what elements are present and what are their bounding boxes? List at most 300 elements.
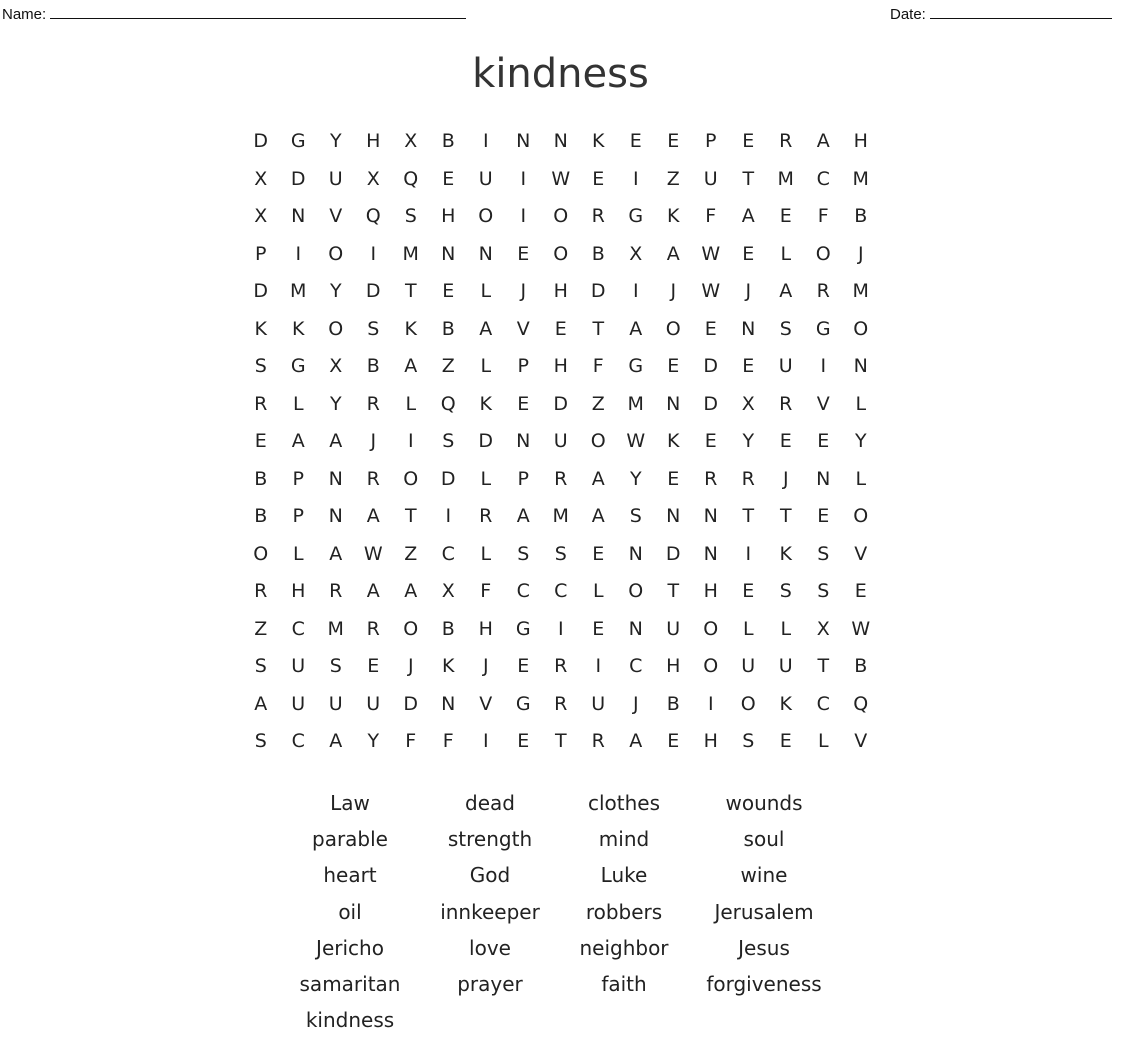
grid-letter[interactable]: L bbox=[780, 242, 792, 265]
grid-letter[interactable]: I bbox=[482, 730, 489, 752]
grid-letter[interactable]: L bbox=[592, 580, 604, 602]
grid-letter[interactable]: N bbox=[291, 205, 306, 227]
grid-letter[interactable]: S bbox=[254, 655, 267, 677]
grid-letter[interactable]: Z bbox=[591, 392, 605, 415]
grid-letter[interactable]: M bbox=[290, 280, 307, 302]
grid-row bbox=[242, 498, 880, 536]
grid-letter[interactable]: O bbox=[328, 242, 344, 265]
grid-letter[interactable]: O bbox=[815, 242, 831, 265]
grid-letter[interactable]: X bbox=[741, 392, 755, 415]
grid-letter[interactable]: O bbox=[853, 505, 869, 527]
grid-letter[interactable]: E bbox=[517, 655, 530, 677]
grid-letter[interactable]: U bbox=[553, 430, 568, 452]
grid-letter[interactable]: X bbox=[404, 130, 418, 152]
grid-letter[interactable]: T bbox=[554, 730, 567, 752]
grid-letter[interactable]: M bbox=[852, 280, 869, 302]
grid-letter[interactable]: C bbox=[554, 580, 568, 602]
grid-letter[interactable]: B bbox=[441, 617, 455, 640]
grid-letter[interactable]: A bbox=[329, 430, 343, 452]
date-field[interactable] bbox=[890, 3, 1112, 23]
grid-letter[interactable]: I bbox=[520, 205, 527, 227]
grid-letter[interactable]: L bbox=[292, 392, 304, 415]
grid-letter[interactable]: E bbox=[817, 430, 830, 452]
grid-letter[interactable]: A bbox=[591, 505, 605, 527]
grid-letter[interactable]: L bbox=[405, 392, 417, 415]
grid-letter[interactable]: L bbox=[817, 730, 829, 752]
grid-letter[interactable]: T bbox=[742, 505, 755, 527]
grid-letter[interactable]: H bbox=[703, 730, 718, 752]
grid-letter[interactable]: Q bbox=[403, 167, 419, 190]
grid-letter[interactable]: W bbox=[701, 242, 721, 265]
grid-letter[interactable]: I bbox=[745, 542, 752, 565]
grid-letter[interactable]: E bbox=[667, 730, 680, 752]
grid-letter[interactable]: C bbox=[516, 580, 530, 602]
grid-letter[interactable]: N bbox=[628, 542, 643, 565]
grid-letter[interactable]: U bbox=[778, 355, 793, 377]
name-field[interactable] bbox=[2, 3, 466, 23]
grid-letter[interactable]: R bbox=[741, 467, 755, 490]
grid-letter[interactable]: C bbox=[291, 617, 305, 640]
grid-letter[interactable]: P bbox=[517, 355, 529, 377]
grid-letter[interactable]: M bbox=[627, 392, 644, 415]
grid-letter[interactable]: H bbox=[703, 580, 718, 602]
grid-letter[interactable]: G bbox=[515, 692, 531, 715]
grid-letter[interactable]: U bbox=[328, 692, 343, 715]
grid-letter[interactable]: N bbox=[628, 617, 643, 640]
grid-letter[interactable]: L bbox=[855, 392, 867, 415]
grid-letter[interactable]: O bbox=[553, 242, 569, 265]
grid-letter[interactable]: L bbox=[480, 467, 492, 490]
grid-letter[interactable]: A bbox=[404, 355, 418, 377]
grid-letter[interactable]: O bbox=[590, 430, 606, 452]
grid-letter[interactable]: B bbox=[854, 655, 868, 677]
grid-letter[interactable]: G bbox=[628, 205, 644, 227]
grid-letter[interactable]: E bbox=[854, 580, 867, 602]
grid-letter[interactable]: F bbox=[817, 205, 829, 227]
grid-letter[interactable]: G bbox=[290, 130, 306, 152]
grid-letter[interactable]: J bbox=[632, 692, 639, 715]
grid-letter[interactable]: S bbox=[779, 580, 792, 602]
grid-letter[interactable]: O bbox=[328, 317, 344, 340]
grid-letter[interactable]: D bbox=[478, 430, 494, 452]
grid-letter[interactable]: D bbox=[665, 542, 681, 565]
grid-letter[interactable]: S bbox=[817, 542, 830, 565]
grid-letter[interactable]: M bbox=[852, 167, 869, 190]
grid-letter[interactable]: T bbox=[404, 505, 417, 527]
grid-letter[interactable]: Q bbox=[853, 692, 869, 715]
grid-letter[interactable]: E bbox=[779, 205, 792, 227]
grid-letter[interactable]: M bbox=[777, 167, 794, 190]
grid-letter[interactable]: P bbox=[292, 505, 304, 527]
grid-letter[interactable]: K bbox=[667, 205, 680, 227]
grid-letter[interactable]: J bbox=[482, 655, 489, 677]
grid-letter[interactable]: A bbox=[366, 505, 380, 527]
name-blank-line[interactable] bbox=[50, 3, 466, 19]
grid-letter[interactable]: L bbox=[292, 542, 304, 565]
grid-letter[interactable]: S bbox=[554, 542, 567, 565]
grid-letter[interactable]: Y bbox=[742, 430, 755, 452]
grid-letter[interactable]: I bbox=[820, 355, 827, 377]
grid-letter[interactable]: K bbox=[779, 692, 792, 715]
grid-letter[interactable]: E bbox=[517, 730, 530, 752]
grid-letter[interactable]: S bbox=[367, 317, 380, 340]
grid-letter[interactable]: H bbox=[441, 205, 456, 227]
grid-letter[interactable]: R bbox=[366, 392, 380, 415]
grid-letter[interactable]: K bbox=[779, 542, 792, 565]
grid-letter[interactable]: E bbox=[517, 392, 530, 415]
grid-letter[interactable]: D bbox=[440, 467, 456, 490]
grid-letter[interactable]: P bbox=[705, 130, 717, 152]
grid-letter[interactable]: B bbox=[254, 505, 268, 527]
grid-letter[interactable]: Q bbox=[440, 392, 456, 415]
grid-letter[interactable]: A bbox=[741, 205, 755, 227]
grid-letter[interactable]: U bbox=[291, 655, 306, 677]
grid-letter[interactable]: S bbox=[442, 430, 455, 452]
grid-letter[interactable]: G bbox=[515, 617, 531, 640]
grid-letter[interactable]: K bbox=[442, 655, 455, 677]
grid-letter[interactable]: S bbox=[629, 505, 642, 527]
grid-row bbox=[242, 536, 880, 574]
grid-letter[interactable]: R bbox=[366, 617, 380, 640]
grid-letter[interactable]: M bbox=[552, 505, 569, 527]
grid-letter[interactable]: H bbox=[478, 617, 493, 640]
grid-letter[interactable]: D bbox=[290, 167, 306, 190]
grid-letter[interactable]: F bbox=[405, 730, 417, 752]
grid-letter[interactable]: N bbox=[516, 430, 531, 452]
grid-letter[interactable]: W bbox=[701, 280, 721, 302]
grid-letter[interactable]: P bbox=[292, 467, 304, 490]
grid-letter[interactable]: O bbox=[628, 580, 644, 602]
grid-letter[interactable]: O bbox=[740, 692, 756, 715]
grid-letter[interactable]: J bbox=[520, 280, 527, 302]
grid-letter[interactable]: J bbox=[407, 655, 414, 677]
grid-letter[interactable]: E bbox=[667, 355, 680, 377]
grid-letter[interactable]: D bbox=[590, 280, 606, 302]
grid-letter[interactable]: E bbox=[254, 430, 267, 452]
grid-letter[interactable]: T bbox=[404, 280, 417, 302]
grid-letter[interactable]: A bbox=[591, 467, 605, 490]
grid-letter[interactable]: L bbox=[480, 280, 492, 302]
grid-letter[interactable]: R bbox=[554, 467, 568, 490]
grid-letter[interactable]: Z bbox=[254, 617, 268, 640]
grid-letter[interactable]: R bbox=[779, 392, 793, 415]
grid-letter[interactable]: I bbox=[445, 505, 452, 527]
grid-letter[interactable]: O bbox=[478, 205, 494, 227]
grid-letter[interactable]: R bbox=[591, 730, 605, 752]
grid-letter[interactable]: N bbox=[703, 542, 718, 565]
grid-letter[interactable]: E bbox=[554, 317, 567, 340]
grid-letter[interactable]: B bbox=[854, 205, 868, 227]
grid-letter[interactable]: O bbox=[665, 317, 681, 340]
grid-letter[interactable]: H bbox=[853, 130, 868, 152]
grid-letter[interactable]: P bbox=[517, 467, 529, 490]
grid-letter[interactable]: Q bbox=[365, 205, 381, 227]
grid-letter[interactable]: Z bbox=[666, 167, 680, 190]
grid-letter[interactable]: L bbox=[480, 542, 492, 565]
grid-letter[interactable]: N bbox=[741, 317, 756, 340]
grid-letter[interactable]: A bbox=[666, 242, 680, 265]
grid-letter[interactable]: A bbox=[479, 317, 493, 340]
grid-letter[interactable]: R bbox=[554, 655, 568, 677]
grid-letter[interactable]: N bbox=[553, 130, 568, 152]
grid-letter[interactable]: E bbox=[742, 130, 755, 152]
grid-letter[interactable]: B bbox=[441, 130, 455, 152]
grid-letter[interactable]: E bbox=[517, 242, 530, 265]
grid-letter[interactable]: I bbox=[520, 167, 527, 190]
grid-letter[interactable]: U bbox=[778, 655, 793, 677]
grid-letter[interactable]: V bbox=[854, 542, 868, 565]
grid-letter[interactable]: V bbox=[479, 692, 493, 715]
grid-letter[interactable]: E bbox=[592, 617, 605, 640]
grid-letter[interactable]: S bbox=[254, 730, 267, 752]
grid-letter[interactable]: F bbox=[442, 730, 454, 752]
grid-letter[interactable]: R bbox=[779, 130, 793, 152]
grid-letter[interactable]: L bbox=[780, 617, 792, 640]
grid-letter[interactable]: E bbox=[742, 580, 755, 602]
grid-letter[interactable]: Z bbox=[441, 355, 455, 377]
grid-letter[interactable]: N bbox=[328, 467, 343, 490]
grid-letter[interactable]: E bbox=[667, 467, 680, 490]
grid-letter[interactable]: E bbox=[592, 167, 605, 190]
grid-letter[interactable]: I bbox=[370, 242, 377, 265]
grid-letter[interactable]: R bbox=[254, 580, 268, 602]
grid-letter[interactable]: N bbox=[441, 692, 456, 715]
grid-letter[interactable]: B bbox=[366, 355, 380, 377]
grid-letter[interactable]: O bbox=[253, 542, 269, 565]
grid-letter[interactable]: U bbox=[591, 692, 606, 715]
grid-letter[interactable]: I bbox=[595, 655, 602, 677]
grid-letter[interactable]: D bbox=[365, 280, 381, 302]
grid-letter[interactable]: J bbox=[745, 280, 752, 302]
grid-letter[interactable]: E bbox=[742, 355, 755, 377]
grid-letter[interactable]: O bbox=[703, 655, 719, 677]
grid-letter[interactable]: S bbox=[404, 205, 417, 227]
grid-letter[interactable]: O bbox=[403, 617, 419, 640]
grid-letter[interactable]: R bbox=[554, 692, 568, 715]
grid-letter[interactable]: L bbox=[742, 617, 754, 640]
grid-letter[interactable]: N bbox=[441, 242, 456, 265]
grid-letter[interactable]: U bbox=[291, 692, 306, 715]
grid-letter[interactable]: D bbox=[253, 130, 269, 152]
grid-letter[interactable]: D bbox=[703, 355, 719, 377]
grid-letter[interactable]: E bbox=[629, 130, 642, 152]
grid-letter[interactable]: B bbox=[666, 692, 680, 715]
grid-letter[interactable]: O bbox=[403, 467, 419, 490]
grid-letter[interactable]: J bbox=[670, 280, 677, 302]
grid-letter[interactable]: F bbox=[592, 355, 604, 377]
grid-letter[interactable]: E bbox=[704, 430, 717, 452]
grid-letter[interactable]: Y bbox=[329, 392, 342, 415]
grid-letter[interactable]: C bbox=[291, 730, 305, 752]
grid-letter[interactable]: C bbox=[816, 167, 830, 190]
grid-letter[interactable]: A bbox=[629, 317, 643, 340]
grid-letter[interactable]: O bbox=[853, 317, 869, 340]
grid-letter[interactable]: W bbox=[851, 617, 871, 640]
grid-letter[interactable]: E bbox=[667, 130, 680, 152]
grid-letter[interactable]: Z bbox=[404, 542, 418, 565]
grid-letter[interactable]: N bbox=[328, 505, 343, 527]
grid-letter[interactable]: R bbox=[329, 580, 343, 602]
grid-letter[interactable]: X bbox=[629, 242, 643, 265]
grid-letter[interactable]: C bbox=[816, 692, 830, 715]
word-bank-item: Law bbox=[330, 791, 370, 815]
grid-letter[interactable]: U bbox=[366, 692, 381, 715]
grid-letter[interactable]: N bbox=[816, 467, 831, 490]
word-bank-item: Jerusalem bbox=[714, 899, 814, 924]
grid-letter[interactable]: F bbox=[480, 580, 492, 602]
grid-letter[interactable]: M bbox=[402, 242, 419, 265]
grid-letter[interactable]: T bbox=[779, 505, 792, 527]
grid-letter[interactable]: G bbox=[628, 355, 644, 377]
grid-letter[interactable]: X bbox=[366, 167, 380, 190]
grid-letter[interactable]: X bbox=[441, 580, 455, 602]
grid-letter[interactable]: D bbox=[553, 392, 569, 415]
grid-letter[interactable]: R bbox=[704, 467, 718, 490]
grid-letter[interactable]: D bbox=[703, 392, 719, 415]
grid-letter[interactable]: E bbox=[817, 505, 830, 527]
grid-letter[interactable]: C bbox=[441, 542, 455, 565]
grid-letter[interactable]: A bbox=[366, 580, 380, 602]
grid-letter[interactable]: R bbox=[479, 505, 493, 527]
grid-letter[interactable]: T bbox=[817, 655, 830, 677]
grid-letter[interactable]: O bbox=[703, 617, 719, 640]
grid-letter[interactable]: A bbox=[329, 730, 343, 752]
grid-letter[interactable]: G bbox=[290, 355, 306, 377]
grid-letter[interactable]: L bbox=[480, 355, 492, 377]
grid-letter[interactable]: K bbox=[254, 317, 267, 340]
grid-letter[interactable]: V bbox=[516, 317, 530, 340]
grid-letter[interactable]: X bbox=[816, 617, 830, 640]
grid-letter[interactable]: Y bbox=[367, 730, 380, 752]
grid-letter[interactable]: E bbox=[704, 317, 717, 340]
grid-letter[interactable]: B bbox=[591, 242, 605, 265]
grid-letter[interactable]: N bbox=[853, 355, 868, 377]
grid-letter[interactable]: W bbox=[363, 542, 383, 565]
grid-letter[interactable]: N bbox=[516, 130, 531, 152]
grid-letter[interactable]: A bbox=[404, 580, 418, 602]
grid-letter[interactable]: S bbox=[779, 317, 792, 340]
grid-letter[interactable]: J bbox=[782, 467, 789, 490]
grid-letter[interactable]: K bbox=[667, 430, 680, 452]
grid-letter[interactable]: S bbox=[817, 580, 830, 602]
grid-letter[interactable]: H bbox=[666, 655, 681, 677]
grid-letter[interactable]: H bbox=[553, 280, 568, 302]
grid-letter[interactable]: E bbox=[442, 280, 455, 302]
grid-letter[interactable]: E bbox=[442, 167, 455, 190]
grid-letter[interactable]: S bbox=[517, 542, 530, 565]
grid-letter[interactable]: A bbox=[816, 130, 830, 152]
grid-letter[interactable]: R bbox=[591, 205, 605, 227]
grid-letter[interactable]: E bbox=[592, 542, 605, 565]
grid-letter[interactable]: X bbox=[329, 355, 343, 377]
grid-letter[interactable]: U bbox=[741, 655, 756, 677]
grid-letter[interactable]: K bbox=[292, 317, 305, 340]
grid-letter[interactable]: Y bbox=[329, 280, 342, 302]
grid-letter[interactable]: K bbox=[479, 392, 492, 415]
grid-letter[interactable]: D bbox=[403, 692, 419, 715]
grid-letter[interactable]: W bbox=[626, 430, 646, 452]
grid-letter[interactable]: X bbox=[254, 167, 268, 190]
date-blank-line[interactable] bbox=[930, 3, 1112, 19]
grid-letter[interactable]: E bbox=[742, 242, 755, 265]
grid-letter[interactable]: C bbox=[629, 655, 643, 677]
grid-letter[interactable]: A bbox=[629, 730, 643, 752]
grid-letter[interactable]: N bbox=[666, 392, 681, 415]
grid-letter[interactable]: S bbox=[254, 355, 267, 377]
grid-letter[interactable]: I bbox=[295, 242, 302, 265]
grid-letter[interactable]: A bbox=[254, 692, 268, 715]
grid-letter[interactable]: I bbox=[632, 167, 639, 190]
word-bank-item: Luke bbox=[600, 863, 648, 888]
grid-letter[interactable]: A bbox=[516, 505, 530, 527]
grid-letter[interactable]: Y bbox=[854, 430, 867, 452]
grid-letter[interactable]: U bbox=[666, 617, 681, 640]
grid-letter[interactable]: U bbox=[478, 167, 493, 190]
grid-letter[interactable]: I bbox=[482, 130, 489, 152]
grid-letter[interactable]: R bbox=[816, 280, 830, 302]
grid-letter[interactable]: I bbox=[557, 617, 564, 640]
grid-letter[interactable]: H bbox=[291, 580, 306, 602]
grid-letter[interactable]: E bbox=[779, 730, 792, 752]
grid-letter[interactable]: U bbox=[328, 167, 343, 190]
grid-letter[interactable]: T bbox=[742, 167, 755, 190]
grid-letter[interactable]: N bbox=[478, 242, 493, 265]
grid-letter[interactable]: U bbox=[703, 167, 718, 190]
grid-letter[interactable]: I bbox=[632, 280, 639, 302]
grid-letter[interactable]: G bbox=[815, 317, 831, 340]
grid-letter[interactable]: K bbox=[592, 130, 605, 152]
grid-letter[interactable]: R bbox=[254, 392, 268, 415]
grid-letter[interactable]: A bbox=[291, 430, 305, 452]
grid-letter[interactable]: A bbox=[329, 542, 343, 565]
grid-letter[interactable]: I bbox=[407, 430, 414, 452]
grid-letter[interactable]: E bbox=[367, 655, 380, 677]
grid-letter[interactable]: X bbox=[254, 205, 268, 227]
grid-letter[interactable]: T bbox=[667, 580, 680, 602]
grid-letter[interactable]: M bbox=[327, 617, 344, 640]
grid-letter[interactable]: S bbox=[329, 655, 342, 677]
grid-letter[interactable]: K bbox=[404, 317, 417, 340]
grid-letter[interactable]: S bbox=[742, 730, 755, 752]
grid-letter[interactable]: L bbox=[855, 467, 867, 490]
grid-letter[interactable]: W bbox=[551, 167, 571, 190]
grid-letter[interactable]: Y bbox=[329, 130, 342, 152]
grid-letter[interactable]: O bbox=[553, 205, 569, 227]
grid-letter[interactable]: E bbox=[779, 430, 792, 452]
grid-letter[interactable]: J bbox=[857, 242, 864, 265]
grid-letter[interactable]: R bbox=[366, 467, 380, 490]
grid-letter[interactable]: V bbox=[816, 392, 830, 415]
grid-letter[interactable]: B bbox=[254, 467, 268, 490]
grid-letter[interactable]: P bbox=[255, 242, 267, 265]
grid-letter[interactable]: A bbox=[779, 280, 793, 302]
grid-letter[interactable]: D bbox=[253, 280, 269, 302]
grid-letter[interactable]: T bbox=[592, 317, 605, 340]
grid-letter[interactable]: I bbox=[707, 692, 714, 715]
word-bank-item: God bbox=[469, 863, 511, 888]
grid-letter[interactable]: Y bbox=[629, 467, 642, 490]
grid-letter[interactable]: F bbox=[705, 205, 717, 227]
grid-letter[interactable]: N bbox=[666, 505, 681, 527]
word-bank-item: oil bbox=[338, 899, 362, 924]
grid-letter[interactable]: J bbox=[370, 430, 377, 452]
grid-letter[interactable]: V bbox=[854, 730, 868, 752]
grid-letter[interactable]: B bbox=[441, 317, 455, 340]
grid-letter[interactable]: V bbox=[329, 205, 343, 227]
grid-letter[interactable]: H bbox=[553, 355, 568, 377]
grid-letter[interactable]: N bbox=[703, 505, 718, 527]
grid-letter[interactable]: H bbox=[366, 130, 381, 152]
